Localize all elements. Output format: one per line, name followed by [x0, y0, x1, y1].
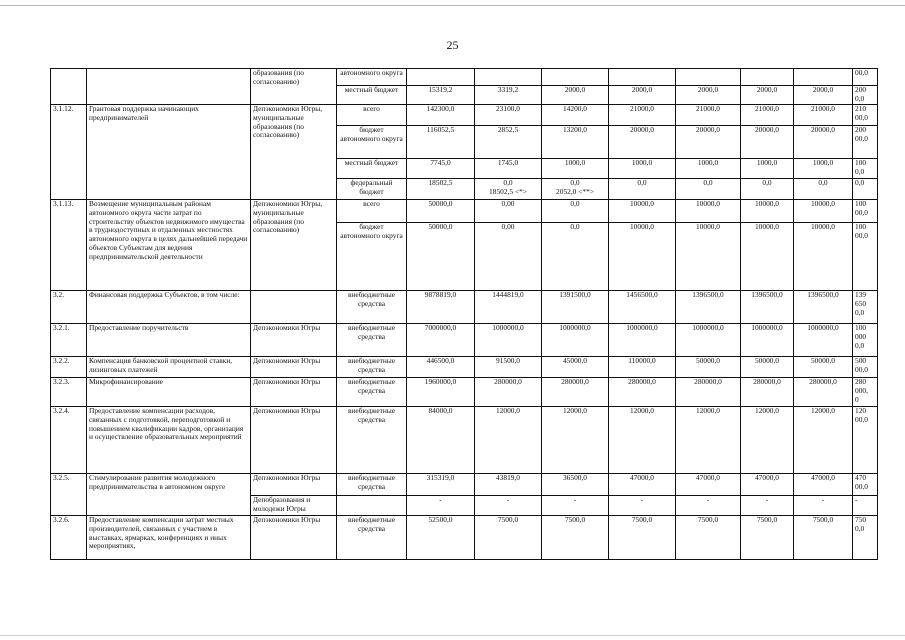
- amount-value: 10000,0: [754, 199, 780, 208]
- amount-value: 12000,0: [495, 406, 521, 415]
- amount-cell: [542, 290, 609, 323]
- amount-cell: [676, 495, 741, 515]
- amount-cell: [407, 125, 475, 158]
- amount-cell: [609, 473, 676, 495]
- amount-value: 23100,0: [495, 104, 521, 113]
- funding-source: [337, 495, 407, 515]
- measure-description: Стимулирование развития молодежного предпринимательства в автономном округе: [87, 473, 251, 515]
- amount-cell: [676, 125, 741, 158]
- amount-value: 36500,0: [562, 473, 588, 482]
- amount-value: 91500,0: [495, 356, 521, 365]
- amount-value: 50000,0: [428, 222, 453, 231]
- amount-cell: [609, 104, 676, 125]
- table-row: [51, 406, 878, 473]
- amount-value: 7500,0: [631, 515, 653, 524]
- amount-cell: [741, 515, 794, 559]
- amount-value: 14200,0: [562, 104, 588, 113]
- amount-value: 47000,0: [629, 473, 655, 482]
- amount-value: 1000000,0: [807, 323, 839, 332]
- amount-cell-wrapped: 200 00,0: [853, 125, 878, 158]
- amount-value: 0,00: [501, 222, 515, 231]
- amount-cell: [475, 356, 542, 377]
- amount-cell: [407, 158, 475, 178]
- amount-value: 280000,0: [494, 377, 522, 386]
- funding-source: внебюджетные средства: [337, 473, 407, 495]
- amount-cell-wrapped: 210 00,0: [853, 104, 878, 125]
- amount-value: 20000,0: [754, 125, 780, 134]
- measure-description: Предоставление поручительств: [87, 323, 251, 356]
- amount-value: 7745,0: [430, 158, 451, 167]
- amount-cell: [407, 290, 475, 323]
- amount-cell: [741, 199, 794, 222]
- amount-cell: [542, 86, 609, 105]
- amount-value: 280000,0: [753, 377, 781, 386]
- responsible-body: Депэкономики Югры, муниципальные образования (по согласованию): [251, 199, 337, 290]
- responsible-body: Депэкономики Югры: [251, 356, 337, 377]
- responsible-body: Депэкономики Югры, муниципальные образования (по согласованию): [251, 104, 337, 199]
- amount-cell-wrapped: 280 000, 0: [853, 377, 878, 406]
- amount-cell: [794, 178, 853, 199]
- amount-cell: [741, 377, 794, 406]
- amount-cell: [609, 495, 676, 515]
- amount-value: 1396500,0: [751, 290, 783, 299]
- amount-value: 1000,0: [697, 158, 719, 167]
- amount-value: 10000,0: [629, 222, 655, 231]
- amount-cell: [609, 222, 676, 290]
- amount-value: 20000,0: [695, 125, 721, 134]
- amount-value: 315319,0: [426, 473, 455, 482]
- responsible-body: образования (по согласованию): [251, 69, 337, 105]
- amount-cell: [542, 356, 609, 377]
- amount-cell-wrapped: 100 00,0: [853, 199, 878, 222]
- amount-cell: [542, 473, 609, 495]
- amount-cell: [794, 158, 853, 178]
- amount-cell: [741, 69, 794, 86]
- amount-value: 20000,0: [629, 125, 655, 134]
- measure-description: Возмещение муниципальным районам автономного округа части затрат по строительству объектов недвижимого имущества в труднодоступных и отдаленных местностях автономного округа в целях дальнейшей передачи объектов Субъектам для ведения предпринимательской деятельности: [87, 199, 251, 290]
- amount-value: 0,00: [501, 199, 515, 208]
- amount-cell: [542, 178, 609, 199]
- amount-value: 0,0: [503, 178, 513, 187]
- amount-cell: [475, 473, 542, 495]
- table-row: [51, 104, 878, 125]
- amount-value: 1456500,0: [626, 290, 658, 299]
- row-number: 3.2.3.: [51, 377, 87, 406]
- amount-value: 0,0: [637, 178, 647, 187]
- amount-value: 7000000,0: [424, 323, 457, 332]
- table-row: [51, 356, 878, 377]
- scan-edge-top: [0, 5, 905, 6]
- amount-cell: [407, 69, 475, 86]
- scan-edge-bottom: [0, 635, 905, 636]
- responsible-body: Депэкономики Югры: [251, 473, 337, 495]
- amount-cell: [475, 290, 542, 323]
- amount-cell: [741, 178, 794, 199]
- amount-value: 18502,5 <*>: [489, 186, 527, 196]
- amount-cell: [741, 104, 794, 125]
- amount-cell: [609, 406, 676, 473]
- amount-cell: [542, 222, 609, 290]
- amount-cell-wrapped: 0,0: [853, 178, 878, 199]
- row-number: 3.2.6.: [51, 515, 87, 559]
- amount-cell: [676, 356, 741, 377]
- amount-cell: [794, 222, 853, 290]
- amount-cell: [794, 406, 853, 473]
- amount-cell: [741, 406, 794, 473]
- amount-cell: [794, 125, 853, 158]
- amount-value: 10000,0: [754, 222, 780, 231]
- amount-value: 280000,0: [561, 377, 589, 386]
- amount-value: 1745,0: [497, 158, 519, 167]
- amount-value: 0,0: [570, 178, 580, 187]
- amount-value: 280000,0: [809, 377, 837, 386]
- amount-cell: [794, 515, 853, 559]
- table-row: [51, 69, 878, 86]
- amount-value: 1396500,0: [692, 290, 724, 299]
- measure-description: Компенсация банковской процентной ставки, лизинговых платежей: [87, 356, 251, 377]
- amount-cell: [542, 515, 609, 559]
- amount-cell: [676, 323, 741, 356]
- funding-source: бюджет автономного округа: [337, 222, 407, 290]
- amount-value: -: [573, 495, 577, 504]
- amount-cell: [475, 86, 542, 105]
- amount-cell-wrapped: 200 0,0: [853, 86, 878, 105]
- amount-cell: [609, 69, 676, 86]
- amount-cell: [475, 323, 542, 356]
- amount-cell: [741, 495, 794, 515]
- amount-cell: [609, 158, 676, 178]
- amount-value: 43819,0: [495, 473, 521, 482]
- amount-value: 110000,0: [628, 356, 656, 365]
- table-row: [51, 323, 878, 356]
- amount-value: 21000,0: [754, 104, 780, 113]
- amount-value: 446500,0: [426, 356, 455, 365]
- amount-value: 2000,0: [756, 85, 778, 94]
- responsible-body: Депэкономики Югры: [251, 377, 337, 406]
- row-number: 3.2.1.: [51, 323, 87, 356]
- amount-value: 12000,0: [629, 406, 655, 415]
- amount-cell: [794, 69, 853, 86]
- amount-value: 7500,0: [497, 515, 519, 524]
- row-number: [51, 69, 87, 105]
- amount-cell: [741, 323, 794, 356]
- amount-value: 45000,0: [562, 356, 588, 365]
- measure-description: Микрофинансирование: [87, 377, 251, 406]
- amount-cell: [542, 69, 609, 86]
- amount-value: -: [765, 495, 769, 504]
- amount-cell: [407, 515, 475, 559]
- amount-cell: [609, 377, 676, 406]
- amount-value: 2052,0 <**>: [556, 186, 594, 196]
- amount-cell-wrapped: 470 00,0: [853, 473, 878, 495]
- amount-value: 1000000,0: [692, 323, 724, 332]
- table-row: [51, 199, 878, 222]
- amount-value: 52500,0: [428, 515, 453, 524]
- amount-cell: [741, 222, 794, 290]
- amount-value: -: [640, 495, 644, 504]
- amount-cell: [542, 104, 609, 125]
- amount-value: 13200,0: [562, 125, 588, 134]
- amount-value: 1444819,0: [492, 290, 524, 299]
- responsible-body: Депэкономики Югры: [251, 406, 337, 473]
- amount-cell: [741, 86, 794, 105]
- measure-description: Грантовая поддержка начинающих предпринимателей: [87, 104, 251, 199]
- amount-value: 1000000,0: [626, 323, 658, 332]
- amount-cell-wrapped: 120 00,0: [853, 406, 878, 473]
- amount-cell: [542, 199, 609, 222]
- amount-value: 0,0: [570, 199, 580, 208]
- row-number: 3.1.12.: [51, 104, 87, 199]
- amount-cell: [676, 515, 741, 559]
- table-row: [51, 377, 878, 406]
- amount-cell: [407, 495, 475, 515]
- amount-value: 10000,0: [695, 222, 721, 231]
- amount-cell: [542, 125, 609, 158]
- amount-value: 2852,5: [497, 125, 519, 134]
- row-number: 3.2.: [51, 290, 87, 323]
- amount-cell: [741, 356, 794, 377]
- amount-cell: [794, 104, 853, 125]
- amount-cell: [609, 323, 676, 356]
- amount-value: 1000000,0: [492, 323, 524, 332]
- row-number: 3.2.2.: [51, 356, 87, 377]
- amount-value: 20000,0: [810, 125, 836, 134]
- funding-source: всего: [337, 104, 407, 125]
- amount-cell: [542, 377, 609, 406]
- amount-value: 12000,0: [695, 406, 721, 415]
- funding-source: местный бюджет: [337, 86, 407, 105]
- amount-value: 7500,0: [812, 515, 834, 524]
- amount-value: 10000,0: [695, 199, 721, 208]
- amount-cell: [475, 158, 542, 178]
- amount-cell: [609, 356, 676, 377]
- table-row: [51, 515, 878, 559]
- amount-value: 47000,0: [695, 473, 721, 482]
- amount-cell: [609, 178, 676, 199]
- amount-value: 21000,0: [695, 104, 721, 113]
- amount-value: 0,0: [818, 178, 828, 187]
- amount-value: 21000,0: [629, 104, 655, 113]
- amount-value: 10000,0: [810, 222, 836, 231]
- funding-source: местный бюджет: [337, 158, 407, 178]
- amount-cell: [475, 495, 542, 515]
- amount-value: 1391500,0: [559, 290, 591, 299]
- amount-value: 10000,0: [629, 199, 655, 208]
- amount-value: -: [706, 495, 710, 504]
- amount-cell: [407, 356, 475, 377]
- amount-cell: [609, 199, 676, 222]
- funding-source: внебюджетные средства: [337, 323, 407, 356]
- amount-cell: [676, 290, 741, 323]
- amount-cell: [407, 199, 475, 222]
- amount-value: 12000,0: [810, 406, 836, 415]
- amount-value: 3319,2: [497, 85, 519, 94]
- amount-value: 142300,0: [426, 104, 455, 113]
- amount-cell: [676, 377, 741, 406]
- funding-source: федеральный бюджет: [337, 178, 407, 199]
- amount-cell: [407, 323, 475, 356]
- amount-cell: [676, 199, 741, 222]
- amount-cell: [794, 356, 853, 377]
- measure-description: Финансовая поддержка Субъектов, в том числе:: [87, 290, 251, 323]
- amount-value: 280000,0: [694, 377, 722, 386]
- amount-cell: [676, 178, 741, 199]
- funding-source: внебюджетные средства: [337, 515, 407, 559]
- funding-source: внебюджетные средства: [337, 377, 407, 406]
- amount-value: 0,0: [570, 222, 580, 231]
- amount-cell: [741, 158, 794, 178]
- amount-cell: [609, 125, 676, 158]
- amount-cell: [407, 377, 475, 406]
- amount-value: 7500,0: [756, 515, 778, 524]
- amount-value: 12000,0: [754, 406, 780, 415]
- row-number: 3.2.4.: [51, 406, 87, 473]
- amount-cell: [475, 222, 542, 290]
- funding-source: бюджет автономного округа: [337, 125, 407, 158]
- amount-value: 50000,0: [810, 356, 836, 365]
- amount-value: 2000,0: [631, 85, 653, 94]
- amount-cell: [676, 473, 741, 495]
- amount-value: -: [439, 495, 442, 504]
- amount-cell: [407, 406, 475, 473]
- responsible-body: Депобразования и молодежи Югры: [251, 495, 337, 515]
- amount-cell: [475, 125, 542, 158]
- amount-cell: [676, 222, 741, 290]
- program-table: [50, 68, 878, 560]
- amount-cell: [542, 158, 609, 178]
- amount-value: 1000,0: [564, 158, 586, 167]
- amount-cell: [407, 104, 475, 125]
- amount-value: 116052,5: [426, 125, 455, 134]
- amount-cell: [676, 69, 741, 86]
- funding-source: внебюджетные средства: [337, 406, 407, 473]
- table-row: [51, 290, 878, 323]
- amount-value: 1000,0: [812, 158, 834, 167]
- amount-cell: [794, 377, 853, 406]
- amount-value: 0,0: [762, 178, 772, 187]
- amount-value: 1396500,0: [807, 290, 839, 299]
- amount-value: 18502,5: [428, 178, 453, 187]
- amount-cell: [407, 178, 475, 199]
- amount-cell: [407, 473, 475, 495]
- funding-source: всего: [337, 199, 407, 222]
- amount-value: 47000,0: [810, 473, 836, 482]
- amount-value: 50000,0: [695, 356, 721, 365]
- amount-cell-wrapped: 00,0: [853, 69, 878, 86]
- amount-value: 280000,0: [628, 377, 656, 386]
- funding-source: автономного округа: [337, 69, 407, 86]
- amount-cell-wrapped: 750 0,0: [853, 515, 878, 559]
- amount-cell: [609, 290, 676, 323]
- amount-cell: [475, 377, 542, 406]
- amount-cell: [609, 515, 676, 559]
- amount-value: 0,0: [703, 178, 713, 187]
- amount-cell: [542, 406, 609, 473]
- amount-cell: [542, 495, 609, 515]
- responsible-body: Депэкономики Югры: [251, 515, 337, 559]
- amount-value: 1000000,0: [751, 323, 783, 332]
- amount-value: 9878819,0: [424, 290, 457, 299]
- amount-value: 47000,0: [754, 473, 780, 482]
- amount-cell: [794, 495, 853, 515]
- amount-cell: [794, 199, 853, 222]
- amount-value: 12000,0: [562, 406, 588, 415]
- amount-cell: [741, 473, 794, 495]
- amount-cell-wrapped: 100 0,0: [853, 158, 878, 178]
- funding-source: внебюджетные средства: [337, 290, 407, 323]
- amount-cell-wrapped: 100 000 0,0: [853, 323, 878, 356]
- table-row: [51, 473, 878, 495]
- amount-cell: [475, 406, 542, 473]
- measure-description: Предоставление компенсации расходов, связанных с подготовкой, переподготовкой и повышением квалификации кадров, организация и осуществление образовательных мероприятий: [87, 406, 251, 473]
- amount-cell: [676, 104, 741, 125]
- measure-description: [87, 69, 251, 105]
- row-number: 3.2.5.: [51, 473, 87, 515]
- page-number: 25: [446, 38, 459, 52]
- amount-value: 50000,0: [754, 356, 780, 365]
- amount-cell: [794, 323, 853, 356]
- amount-cell: [676, 406, 741, 473]
- amount-cell: [475, 178, 542, 199]
- amount-cell: [794, 86, 853, 105]
- amount-value: 84000,0: [428, 406, 453, 415]
- amount-value: -: [506, 495, 510, 504]
- row-number: 3.1.13.: [51, 199, 87, 290]
- amount-value: 1000,0: [756, 158, 778, 167]
- amount-value: 2000,0: [564, 85, 586, 94]
- amount-cell: [676, 158, 741, 178]
- amount-value: 50000,0: [428, 199, 453, 208]
- amount-value: 1000000,0: [559, 323, 591, 332]
- amount-value: 7500,0: [564, 515, 586, 524]
- amount-cell: [475, 515, 542, 559]
- amount-value: 21000,0: [810, 104, 836, 113]
- amount-value: 1960000,0: [424, 377, 457, 386]
- amount-cell-wrapped: 139 650 0,0: [853, 290, 878, 323]
- amount-cell: [542, 323, 609, 356]
- amount-cell-wrapped: -: [853, 495, 878, 515]
- amount-value: 10000,0: [810, 199, 836, 208]
- amount-value: 2000,0: [812, 85, 834, 94]
- amount-cell: [609, 86, 676, 105]
- responsible-body: [251, 290, 337, 323]
- responsible-body: Депэкономики Югры: [251, 323, 337, 356]
- amount-cell: [794, 290, 853, 323]
- amount-cell: [407, 86, 475, 105]
- amount-cell-wrapped: 500 00,0: [853, 356, 878, 377]
- amount-cell: [475, 199, 542, 222]
- amount-cell: [741, 125, 794, 158]
- amount-cell-wrapped: 100 00,0: [853, 222, 878, 290]
- amount-cell: [741, 290, 794, 323]
- amount-cell: [794, 473, 853, 495]
- amount-cell: [407, 222, 475, 290]
- funding-source: внебюджетные средства: [337, 356, 407, 377]
- measure-description: Предоставление компенсации затрат местных производителей, связанных с участием в выставках, ярмарках, конференциях и иных мероприятиях,: [87, 515, 251, 559]
- amount-value: 15319,2: [428, 85, 453, 94]
- amount-cell: [475, 69, 542, 86]
- amount-value: -: [821, 495, 825, 504]
- amount-cell: [676, 86, 741, 105]
- amount-value: 1000,0: [631, 158, 653, 167]
- amount-cell: [475, 104, 542, 125]
- amount-value: 2000,0: [697, 85, 719, 94]
- amount-value: 7500,0: [697, 515, 719, 524]
